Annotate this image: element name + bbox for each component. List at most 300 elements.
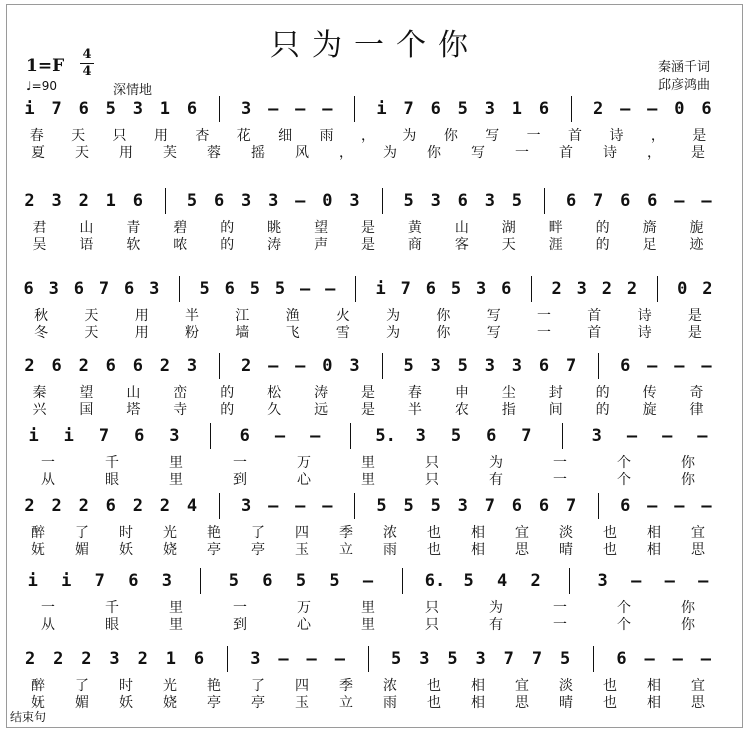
lyric-char: 山 [79,220,94,236]
lyric-char: 一 [537,325,551,341]
lyric-char: 妖 [119,542,133,558]
note: – [362,571,374,591]
lyric-char: 诗 [609,128,624,144]
note: 6 [224,279,235,299]
note: – [295,99,306,119]
barline [350,423,351,449]
lyric-char: 从 [41,472,55,488]
barline [569,568,570,594]
lyric-char: 也 [427,525,441,541]
note: 3 [132,99,143,119]
barline [210,423,211,449]
lyric-char: 的 [595,402,610,418]
note: 6 [538,496,550,516]
note: 6 [620,356,631,376]
lyric-char: 你 [436,308,451,324]
lyric-char: 蓉 [207,145,221,161]
note: i [24,99,35,119]
note: 6 [538,99,550,119]
note: 3 [186,356,198,376]
expression-mark: 深情地 [113,83,153,98]
note: 6 [616,649,627,669]
note: 3 [415,426,426,446]
lyric-char: 只 [112,128,127,144]
lyric-char: 写 [486,308,501,324]
barline [571,96,572,122]
lyric-char: 杏 [195,128,210,144]
note: – [647,356,658,376]
lyric-char: 相 [471,525,485,541]
note: – [647,99,658,119]
note: i [28,426,39,446]
note: 3 [457,496,468,516]
lyric-char: 涯 [548,237,563,253]
lyric-char: 一 [553,600,567,616]
note: 2 [159,496,171,516]
lyric-char: 为 [489,455,503,471]
lyric-char: 也 [427,542,441,558]
note: 6 [105,356,116,376]
note: – [295,191,306,211]
lyric-char: 旖 [642,220,657,236]
note: 2 [51,496,62,516]
note: – [631,571,642,591]
lyric-char: 天 [84,308,99,324]
lyric-char: 为 [386,325,401,341]
lyric-char: 个 [617,617,631,633]
note: – [620,99,631,119]
note: 6 [538,356,550,376]
note: 5 [403,356,414,376]
time-signature [80,48,94,79]
lyric-char: 湖 [501,220,516,236]
lyric-char: 醉 [31,678,45,694]
lyric-char: 诗 [603,145,617,161]
lyric-char: 你 [681,617,695,633]
lyric-char: 艳 [207,525,221,541]
lyric-char: 相 [647,695,661,711]
note: 5 [105,99,116,119]
lyric-char: 一 [515,145,529,161]
note: 2 [78,191,89,211]
lyric-char: 淡 [559,525,573,541]
lyric-char: 一 [233,600,247,616]
lyric-char: 宜 [515,525,529,541]
note: 6 [128,571,139,591]
lyric-char: 个 [617,455,631,471]
lyric-char: 粉 [185,325,199,341]
lyric-char: 里 [361,617,375,633]
tempo-mark: ♩=90 [26,79,57,93]
lyric-char: 久 [267,402,282,418]
note: – [268,99,279,119]
note: 6 [193,649,205,669]
note: 5 [511,191,523,211]
lyric-char: 你 [427,145,441,161]
lyric-char: 江 [235,308,250,324]
lyric-char: 首 [587,308,602,324]
lyric-char: 也 [603,695,617,711]
note: 3 [349,356,360,376]
lyric-char: 旎 [689,220,704,236]
note: 5 [329,571,340,591]
lyric-char: 指 [501,402,516,418]
lyric-char: 远 [314,402,329,418]
lyric-char: 里 [169,472,183,488]
lyric-char: 一 [526,128,541,144]
lyric-char: 畔 [548,220,563,236]
lyric-char: 亭 [251,542,265,558]
lyric-char: 妖 [119,695,133,711]
lyric-char: 相 [471,678,485,694]
note: 7 [503,649,514,669]
lyric-char: 软 [126,237,141,253]
lyric-char: 为 [386,308,401,324]
lyric-char: 思 [691,695,705,711]
note: – [701,496,712,516]
lyric-char: 了 [75,678,89,694]
note: 2 [78,356,89,376]
lyric-char: 你 [681,455,695,471]
lyric-char: 是 [361,220,375,236]
lyric-char: 醉 [31,525,45,541]
lyric-char: 思 [515,695,529,711]
lyric-char: 声 [314,237,329,253]
lyric-char: 也 [603,678,617,694]
note: 5. [375,426,396,446]
lyric-char: 眺 [267,220,282,236]
note: – [662,426,673,446]
note: 6 [23,279,34,299]
note: 5 [447,649,458,669]
lyric-char: 雨 [383,542,397,558]
barline [227,646,228,672]
note: 3 [48,279,59,299]
note: 6 [701,99,712,119]
lyric-char: 宜 [691,525,705,541]
lyric-char: 个 [617,472,631,488]
note: 4 [186,496,198,516]
note: 6 [132,356,143,376]
lyric-char: 也 [603,542,617,558]
lyric-char: 秦 [32,385,47,401]
lyric-char: 了 [251,678,265,694]
lyric-char: 娆 [163,695,177,711]
lyric-char: 语 [79,237,94,253]
lyric-char: 律 [689,402,704,418]
lyric-char: 一 [233,455,247,471]
lyric-char: 立 [339,695,353,711]
note: – [268,496,279,516]
note: 3 [51,191,62,211]
note: – [334,649,345,669]
barline [165,188,166,214]
lyric-char: 心 [297,617,311,633]
note: 1 [511,99,523,119]
lyric-char: 的 [220,220,235,236]
lyric-char: 吴 [32,237,47,253]
note: – [700,649,712,669]
note: 6 [620,496,631,516]
barline [368,646,369,672]
lyric-char: 思 [691,542,705,558]
note: – [278,649,289,669]
note: 1 [105,191,116,211]
note: – [295,496,306,516]
note: – [300,279,311,299]
lyric-char: 里 [169,617,183,633]
lyric-char: 飞 [285,325,300,341]
note: 5 [228,571,240,591]
lyric-char: 四 [295,678,309,694]
lyric-char: 里 [169,455,183,471]
lyric-char: 你 [681,472,695,488]
note: – [325,279,336,299]
note: 5 [430,496,441,516]
lyric-char: 诗 [637,325,652,341]
lyric-char: 山 [454,220,469,236]
lyric-char: 塔 [126,402,141,418]
note: 3 [268,191,279,211]
note: i [376,99,387,119]
barline [562,423,563,449]
lyric-char: 天 [71,128,86,144]
lyric-char: 寺 [173,402,188,418]
lyric-char: 申 [454,385,469,401]
lyric-char: ， [339,145,353,161]
note: – [644,649,655,669]
note: – [322,99,333,119]
lyric-char: 眼 [105,472,119,488]
lyric-char: 雨 [319,128,334,144]
lyric-char: 心 [297,472,311,488]
lyric-char: 松 [267,385,282,401]
lyric-char: 首 [587,325,602,341]
note: 6 [430,99,441,119]
note: 3 [250,649,261,669]
lyric-char: 摇 [251,145,265,161]
note: 0 [677,279,688,299]
lyric-char: 一 [553,617,567,633]
note: – [674,496,685,516]
lyric-char: 细 [278,128,293,144]
lyric-char: 是 [361,385,375,401]
note: 7 [565,496,577,516]
note: 5 [463,571,474,591]
note: 3 [241,191,252,211]
lyric-char: 妩 [31,695,45,711]
note: 3 [511,356,523,376]
note: – [672,649,683,669]
barline [402,568,403,594]
lyric-char: 为 [383,145,397,161]
barline [598,493,599,519]
lyric-char: 也 [603,525,617,541]
lyric-char: 季 [339,678,353,694]
note: 1 [165,649,176,669]
note: 4 [496,571,508,591]
note: 2 [81,649,92,669]
note: 6 [647,191,658,211]
lyric-char: 相 [471,542,485,558]
note: 6 [73,279,84,299]
lyric-char: 从 [41,617,55,633]
barline [354,493,355,519]
lyric-char: 诗 [637,308,652,324]
lyric-char: 为 [489,600,503,616]
lyric-char: ， [650,128,665,144]
lyric-char: 的 [595,237,610,253]
lyric-char: 淡 [559,678,573,694]
lyric-char: 只 [425,472,439,488]
note: 7 [51,99,62,119]
lyric-char: 有 [489,472,503,488]
lyric-char: 媚 [75,695,89,711]
meter-top: 4 [82,47,92,62]
note: 6 [565,191,577,211]
lyric-char: 涛 [314,385,329,401]
note: 6 [51,356,62,376]
note: 3 [109,649,120,669]
lyric-char: 亭 [207,695,221,711]
barline [593,646,594,672]
lyric-char: 奇 [689,385,704,401]
lyric-char: 封 [548,385,563,401]
note: 3 [597,571,608,591]
lyric-char: 浓 [383,525,397,541]
lyric-char: 相 [647,542,661,558]
lyric-char: 半 [185,308,199,324]
note: 3 [484,356,495,376]
lyric-char: 涛 [267,237,282,253]
note: 3 [430,356,441,376]
note: 2 [78,496,89,516]
lyric-char: 浓 [383,678,397,694]
song-title: 只为一个你 [270,28,480,63]
lyric-char: 是 [692,128,707,144]
lyric-char: 里 [361,472,375,488]
lyric-char: 商 [407,237,422,253]
lyric-char: 为 [402,128,417,144]
lyric-char: 花 [236,128,251,144]
note: 6 [213,191,225,211]
note: 6 [486,426,497,446]
note: 5 [376,496,387,516]
note: 7 [98,426,110,446]
lyric-char: 千 [105,455,119,471]
note: 3 [241,496,252,516]
note: 2 [159,356,171,376]
lyricist-credit: 秦涵千词 [658,60,711,75]
note: 3 [430,191,441,211]
lyric-char: 时 [119,525,133,541]
note: 5 [457,99,468,119]
note: 2 [24,649,36,669]
lyric-char: 亭 [251,695,265,711]
note: 5 [457,356,468,376]
lyric-char: 只 [425,455,439,471]
lyric-char: 用 [119,145,133,161]
lyric-char: 夏 [31,145,45,161]
lyric-char: 你 [443,128,458,144]
lyric-char: 相 [471,695,485,711]
lyric-char: 旋 [642,402,657,418]
lyric-char: 晴 [559,695,573,711]
barline [219,353,220,379]
lyric-char: 是 [361,237,375,253]
lyric-char: 个 [617,600,631,616]
lyric-char: 雨 [383,695,397,711]
meter-bottom: 4 [82,64,92,79]
lyric-char: 写 [471,145,485,161]
lyric-char: 农 [454,402,469,418]
lyric-char: 也 [427,678,441,694]
lyric-char: 秋 [34,308,49,324]
lyric-char: 传 [642,385,657,401]
lyric-char: 的 [220,402,235,418]
note: 2 [626,279,638,299]
lyric-char: 四 [295,525,309,541]
barline [382,353,383,379]
lyric-char: 思 [515,542,529,558]
lyric-char: 迹 [689,237,704,253]
lyric-char: 用 [153,128,168,144]
barline [179,276,180,302]
lyric-char: 有 [489,617,503,633]
lyric-char: 是 [687,308,702,324]
lyric-char: 你 [681,600,695,616]
note: 3 [419,649,430,669]
lyric-char: 天 [75,145,89,161]
note: – [322,496,333,516]
note: 6 [134,426,145,446]
note: 2 [137,649,148,669]
note: – [701,191,712,211]
note: 7 [403,99,414,119]
note: 2 [53,649,64,669]
lyric-char: 黄 [407,220,422,236]
lyric-char: 立 [339,542,353,558]
lyric-char: ， [361,128,375,144]
lyric-char: 晴 [559,542,573,558]
lyric-char: 媚 [75,542,89,558]
lyric-char: 春 [407,385,422,401]
note: 7 [94,571,105,591]
lyric-char: 风 [295,145,309,161]
barline [657,276,658,302]
lyric-char: 天 [84,325,99,341]
lyric-char: 用 [134,325,149,341]
note: 2 [593,99,604,119]
lyric-char: 是 [687,325,702,341]
lyric-char: 相 [647,678,661,694]
note: 5 [403,191,414,211]
lyric-char: 足 [642,237,657,253]
note: – [698,571,709,591]
lyric-char: 青 [126,220,141,236]
note: 2 [24,191,35,211]
note: 7 [400,279,411,299]
note: 7 [565,356,577,376]
lyric-char: 玉 [295,695,309,711]
lyric-char: 碧 [173,220,188,236]
note: – [697,426,708,446]
lyric-char: 一 [553,472,567,488]
note: – [664,571,675,591]
note: 5 [450,279,462,299]
lyric-char: 了 [75,525,89,541]
note: 5 [199,279,210,299]
